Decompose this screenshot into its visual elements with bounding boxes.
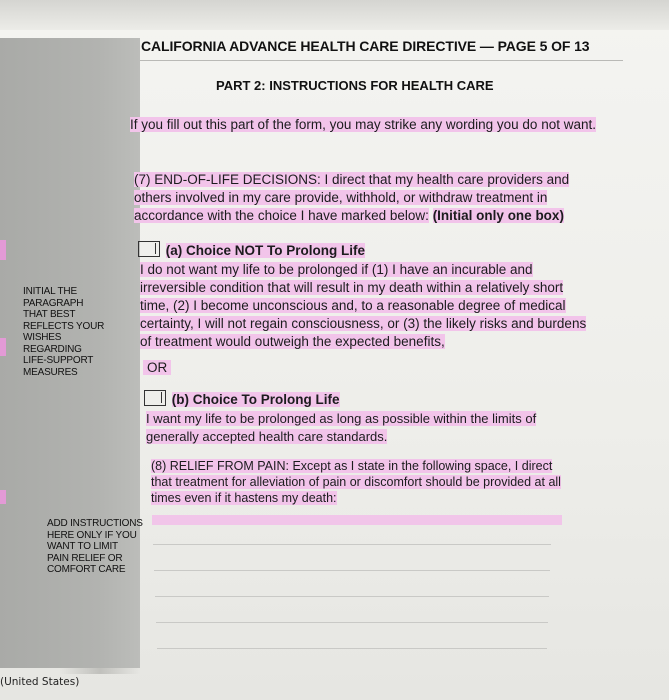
sidebar-instructions-label: ADD INSTRUCTIONS HERE ONLY IF YOU WANT TO LIMIT PAIN RELIEF OR COMFORT CARE <box>47 518 143 575</box>
instruction-line[interactable] <box>156 622 548 623</box>
choice-a-text: I do not want my life to be prolonged if (1) I have an incurable and irreversible condition that will result in my death within a relatively short time, (2) I become unconscious and, to a reasonable degree of medical certainty, I will not regain consciousness, or (3) the likely risks and burdens of treatment would outweigh the expected benefits, <box>140 262 587 349</box>
section-8-text: (8) RELIEF FROM PAIN: Except as I state in the following space, I direct that treatment for alleviation of pain or discomfort should be provided at all times even if it hastens my death: <box>151 459 561 505</box>
title-divider <box>140 60 623 61</box>
section-8-block <box>151 458 571 506</box>
intro-text: If you fill out this part of the form, you may strike any wording you do not want. <box>130 117 596 132</box>
instruction-line[interactable] <box>155 596 549 597</box>
highlight-marker <box>0 240 6 260</box>
or-row <box>143 359 171 377</box>
choice-b-text: I want my life to be prolonged as long as possible within the limits of generally accepted health care standards. <box>146 411 537 444</box>
cut-off-footer-text <box>60 668 140 674</box>
intro-paragraph <box>130 116 600 134</box>
choice-b-title: (b) Choice To Prolong Life <box>171 392 340 407</box>
choice-b-title-row <box>144 390 564 409</box>
section-7-emphasis: (Initial only one box) <box>432 208 564 223</box>
sidebar-initial-label: INITIAL THE PARAGRAPH THAT BEST REFLECTS YOUR WISHES REGARDING LIFE-SUPPORT MEASURES <box>23 286 105 378</box>
footer-text: (United States) <box>0 676 80 688</box>
choice-a-text-block <box>140 261 588 351</box>
highlight-marker <box>0 490 6 504</box>
top-margin <box>0 0 669 30</box>
choice-b-text-block <box>146 410 546 446</box>
or-label: OR <box>143 360 171 375</box>
section-7-heading <box>134 171 589 225</box>
section-7-text: (7) END-OF-LIFE DECISIONS: I direct that my health care providers and others involved in my care provide, withhold, or withdraw treatment in accordance with the choice I have marked below: <box>134 172 570 223</box>
instruction-line[interactable] <box>154 570 550 571</box>
page-title: CALIFORNIA ADVANCE HEALTH CARE DIRECTIVE — PAGE 5 OF 13 <box>141 38 590 54</box>
choice-a-checkbox[interactable] <box>138 241 160 257</box>
part-title: PART 2: INSTRUCTIONS FOR HEALTH CARE <box>216 78 494 93</box>
choice-a-title: (a) Choice NOT To Prolong Life <box>165 243 366 258</box>
highlight-marker <box>0 338 6 356</box>
instruction-line[interactable] <box>157 648 547 649</box>
choice-a-title-row <box>138 241 588 260</box>
choice-b-checkbox[interactable] <box>144 390 166 406</box>
instruction-line[interactable] <box>153 544 551 545</box>
pain-relief-line-highlighted[interactable] <box>152 515 562 525</box>
